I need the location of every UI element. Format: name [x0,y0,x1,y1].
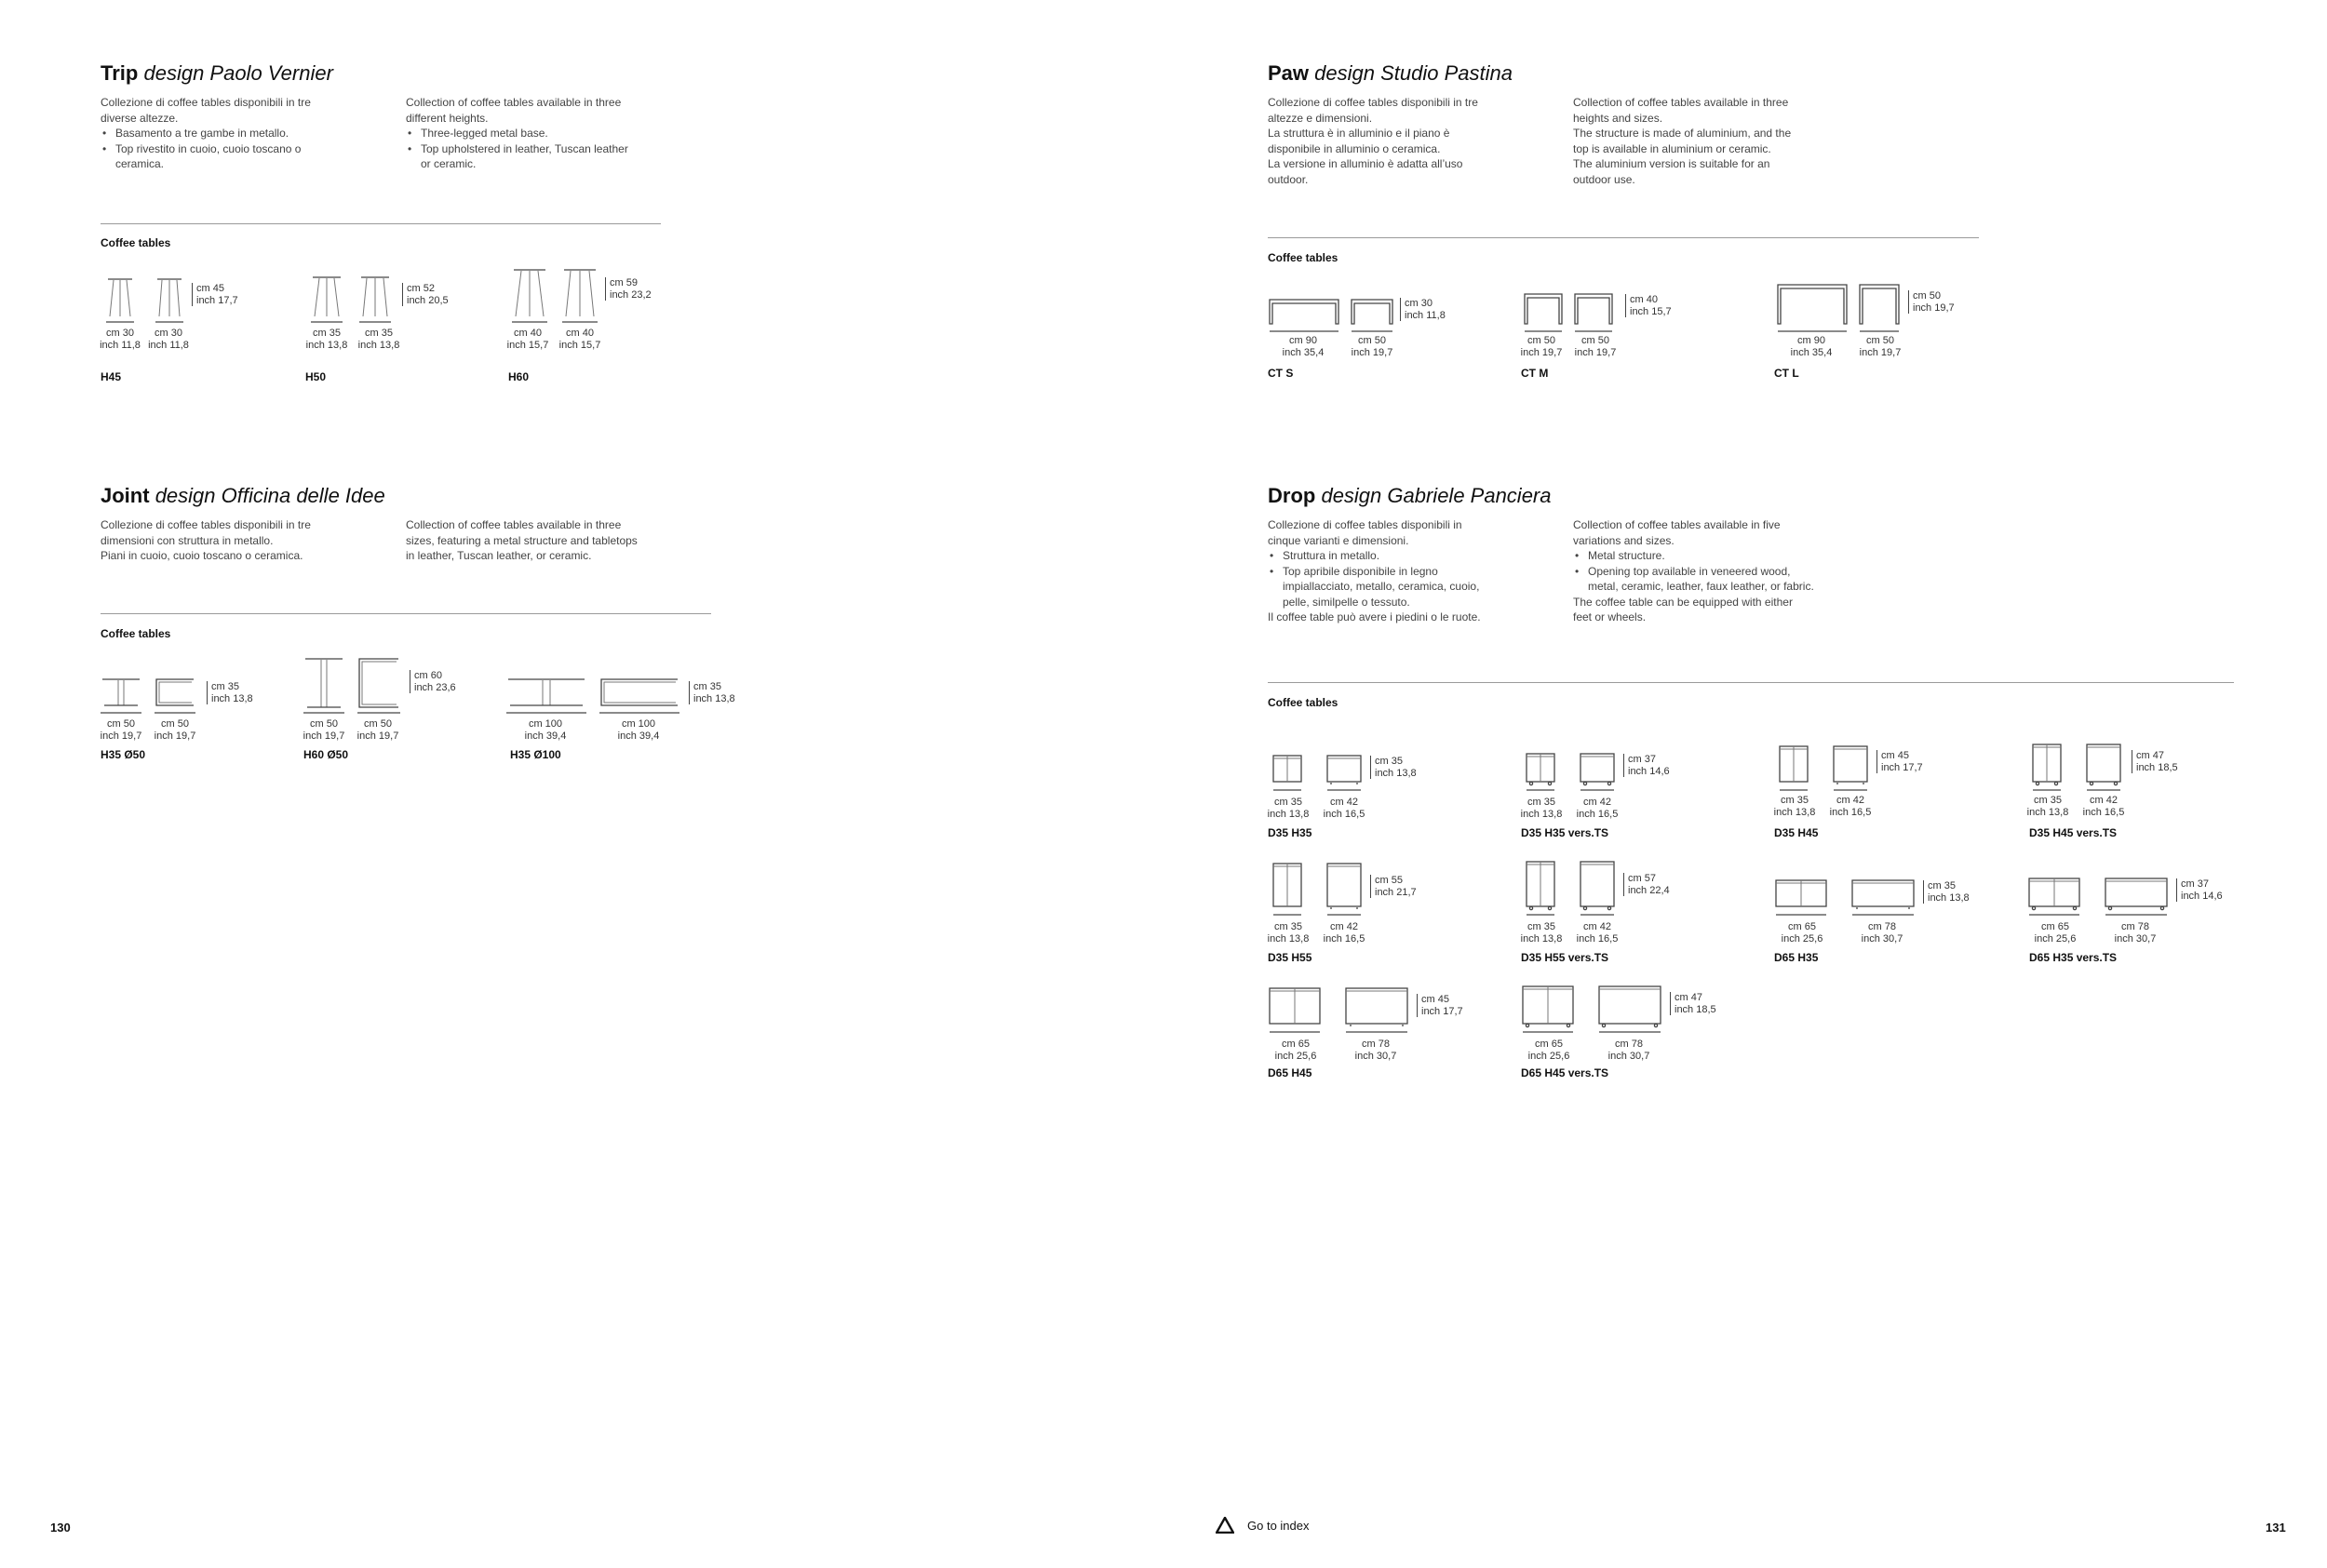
paw-ct-l-drawing [1774,281,1904,335]
drop-d65-h45-ts-drawing [1519,983,1668,1035]
depth-dimension: cm 42 inch 16,5 [1576,921,1619,945]
product-name: Trip [101,61,139,85]
width-dimension: cm 40 inch 15,7 [506,328,549,351]
bullet-item: • Top rivestito in cuoio, cuoio toscano o ceramica. [101,141,311,172]
drop-d35-h35-ts-drawing [1523,750,1616,793]
height-dimension: cm 45 inch 17,7 [192,283,238,306]
joint-description-it: Collezione di coffee tables disponibili in tre dimensioni con struttura in metallo. Piani in cuoio, cuoio toscano o ceramica. [101,518,311,562]
bullet-item: • Top apribile disponibile in legno impiallacciato, metallo, ceramica, cuoio, pelle, similpelle o tessuto. [1268,564,1481,610]
section-divider [101,613,711,614]
height-dimension: cm 59 inch 23,2 [605,277,652,301]
section-heading: Coffee tables [1268,251,1338,264]
model-code: H35 Ø100 [510,748,561,761]
width-dimension: cm 35 inch 13,8 [1267,921,1310,945]
depth-dimension: cm 30 inch 11,8 [148,328,189,351]
depth-dimension: cm 42 inch 16,5 [1323,797,1365,820]
joint-title [101,484,385,508]
height-dimension: cm 47 inch 18,5 [2132,750,2178,773]
depth-dimension: cm 42 inch 16,5 [2082,795,2125,818]
depth-dimension: cm 50 inch 19,7 [1859,335,1902,358]
depth-dimension: cm 35 inch 13,8 [357,328,400,351]
product-name: Joint [101,484,150,507]
depth-dimension: cm 78 inch 30,7 [1861,921,1903,945]
depth-dimension: cm 78 inch 30,7 [1607,1039,1650,1062]
width-dimension: cm 90 inch 35,4 [1790,335,1833,358]
trip-h45-drawing [101,275,194,324]
section-divider [1268,237,1979,238]
height-dimension: cm 57 inch 22,4 [1623,873,1670,896]
model-code: H60 Ø50 [303,748,349,761]
designer-name: design Paolo Vernier [143,61,333,85]
paw-description-it: Collezione di coffee tables disponibili in tre altezze e dimensioni. La struttura è in alluminio e il piano è disponibile in alluminio o ceramica. La versione in alluminio è adatta all’uso outdoor. [1268,96,1478,186]
paw-description-en: Collection of coffee tables available in three heights and sizes. The structure is made of aluminium, and the top is available in aluminium or ceramic. The aluminium version is suitable for an outdoor use. [1573,96,1792,186]
model-code: D35 H45 vers.TS [2029,826,2118,839]
width-dimension: cm 65 inch 25,6 [2034,921,2077,945]
height-dimension: cm 55 inch 21,7 [1370,875,1417,898]
drop-d35-h55-ts-drawing [1523,858,1616,918]
depth-dimension: cm 78 inch 30,7 [2114,921,2157,945]
go-to-index-label: Go to index [1247,1518,1310,1533]
bullet-item: • Opening top available in veneered wood, metal, ceramic, leather, faux leather, or fabric. [1573,564,1814,595]
designer-name: design Studio Pastina [1314,61,1513,85]
drop-description-it: Collezione di coffee tables disponibili in cinque varianti e dimensioni. • Struttura in metallo. • Top apribile disponibile in legno impiallacciato, metallo, ceramica, cuoio, pelle, similpelle o tessuto. Il coffee table può avere i piedini o le ruote. [1268,517,1481,625]
drop-d35-h35-drawing [1270,752,1363,793]
width-dimension: cm 50 inch 19,7 [303,718,345,742]
drop-d35-h55-drawing [1270,860,1363,918]
model-code: H35 Ø50 [101,748,146,761]
model-code: H60 [508,370,530,383]
product-name: Drop [1268,484,1316,507]
bullet-item: • Metal structure. [1573,548,1814,564]
drop-d65-h35-ts-drawing [2025,875,2174,918]
paw-ct-s-drawing [1266,296,1396,335]
height-dimension: cm 37 inch 14,6 [1623,754,1670,777]
depth-dimension: cm 42 inch 16,5 [1323,921,1365,945]
depth-dimension: cm 50 inch 19,7 [1351,335,1393,358]
go-to-index-link[interactable] [1216,1515,1310,1535]
triangle-logo-icon [1216,1517,1234,1534]
width-dimension: cm 35 inch 13,8 [305,328,348,351]
model-code: D65 H45 vers.TS [1521,1066,1609,1079]
width-dimension: cm 50 inch 19,7 [1520,335,1563,358]
model-code: D65 H35 [1774,951,1819,964]
joint-h35-d50-drawing [99,676,201,717]
width-dimension: cm 65 inch 25,6 [1274,1039,1317,1062]
width-dimension: cm 35 inch 13,8 [2026,795,2069,818]
depth-dimension: cm 50 inch 19,7 [1574,335,1617,358]
joint-h60-d50-drawing [302,655,406,717]
height-dimension: cm 50 inch 19,7 [1908,290,1955,314]
height-dimension: cm 37 inch 14,6 [2176,878,2223,902]
model-code: D35 H45 [1774,826,1819,839]
model-code: D65 H45 [1268,1066,1312,1079]
drop-description-en: Collection of coffee tables available in five variations and sizes. • Metal structure. • Opening top available in veneered wood, metal, ceramic, leather, faux leather, or fabric. The coffee table can be equipped with either feet or wheels. [1573,517,1814,625]
joint-description-en: Collection of coffee tables available in three sizes, featuring a metal structure and tabletops in leather, Tuscan leather, or ceramic. [406,518,638,562]
width-dimension: cm 65 inch 25,6 [1527,1039,1570,1062]
width-dimension: cm 30 inch 11,8 [100,328,141,351]
section-divider [101,223,661,224]
trip-description-en: Collection of coffee tables available in three different heights. • Three-legged metal base. • Top upholstered in leather, Tuscan leather or ceramic. [406,95,628,172]
bullet-item: • Three-legged metal base. [406,126,628,141]
trip-h60-drawing [508,266,601,324]
model-code: H50 [305,370,327,383]
height-dimension: cm 30 inch 11,8 [1400,298,1446,321]
section-heading: Coffee tables [1268,696,1338,709]
page-number-right: 131 [2266,1521,2286,1534]
drop-d35-h45-ts-drawing [2029,741,2122,793]
section-divider [1268,682,2234,683]
height-dimension: cm 45 inch 17,7 [1876,750,1923,773]
height-dimension: cm 35 inch 13,8 [1923,880,1970,904]
width-dimension: cm 35 inch 13,8 [1520,921,1563,945]
designer-name: design Gabriele Panciera [1321,484,1552,507]
height-dimension: cm 35 inch 13,8 [207,681,253,704]
width-dimension: cm 65 inch 25,6 [1781,921,1823,945]
drop-d35-h45-drawing [1776,743,1869,793]
model-code: D35 H55 [1268,951,1312,964]
model-code: CT S [1268,367,1294,380]
model-code: H45 [101,370,122,383]
drop-title [1268,484,1552,508]
height-dimension: cm 35 inch 13,8 [1370,756,1417,779]
height-dimension: cm 45 inch 17,7 [1417,994,1463,1017]
height-dimension: cm 35 inch 13,8 [689,681,735,704]
width-dimension: cm 100 inch 39,4 [524,718,567,742]
designer-name: design Officina delle Idee [155,484,385,507]
width-dimension: cm 90 inch 35,4 [1282,335,1325,358]
depth-dimension: cm 40 inch 15,7 [558,328,601,351]
model-code: CT M [1521,367,1549,380]
height-dimension: cm 60 inch 23,6 [410,670,456,693]
depth-dimension: cm 50 inch 19,7 [154,718,196,742]
depth-dimension: cm 42 inch 16,5 [1829,795,1872,818]
bullet-item: • Basamento a tre gambe in metallo. [101,126,311,141]
section-heading: Coffee tables [101,236,171,249]
trip-description-it: Collezione di coffee tables disponibili in tre diverse altezze. • Basamento a tre gambe in metallo. • Top rivestito in cuoio, cuoio toscano o ceramica. [101,95,311,172]
width-dimension: cm 35 inch 13,8 [1267,797,1310,820]
width-dimension: cm 35 inch 13,8 [1520,797,1563,820]
drop-d65-h45-drawing [1266,985,1415,1035]
width-dimension: cm 35 inch 13,8 [1773,795,1816,818]
depth-dimension: cm 100 inch 39,4 [617,718,660,742]
paw-title [1268,61,1513,86]
model-code: D35 H35 [1268,826,1312,839]
height-dimension: cm 52 inch 20,5 [402,283,449,306]
product-name: Paw [1268,61,1310,85]
model-code: D65 H35 vers.TS [2029,951,2118,964]
section-heading: Coffee tables [101,627,171,640]
depth-dimension: cm 50 inch 19,7 [356,718,399,742]
bullet-item: • Top upholstered in leather, Tuscan leather or ceramic. [406,141,628,172]
trip-title [101,61,333,86]
model-code: CT L [1774,367,1799,380]
depth-dimension: cm 78 inch 30,7 [1354,1039,1397,1062]
trip-h50-drawing [305,274,398,324]
width-dimension: cm 50 inch 19,7 [100,718,142,742]
paw-ct-m-drawing [1521,290,1623,335]
depth-dimension: cm 42 inch 16,5 [1576,797,1619,820]
height-dimension: cm 40 inch 15,7 [1625,294,1672,317]
drop-d65-h35-drawing [1772,877,1921,918]
joint-h35-d100-drawing [504,676,681,717]
height-dimension: cm 47 inch 18,5 [1670,992,1716,1015]
model-code: D35 H55 vers.TS [1521,951,1609,964]
page-number-left: 130 [50,1521,71,1534]
model-code: D35 H35 vers.TS [1521,826,1609,839]
bullet-item: • Struttura in metallo. [1268,548,1481,564]
